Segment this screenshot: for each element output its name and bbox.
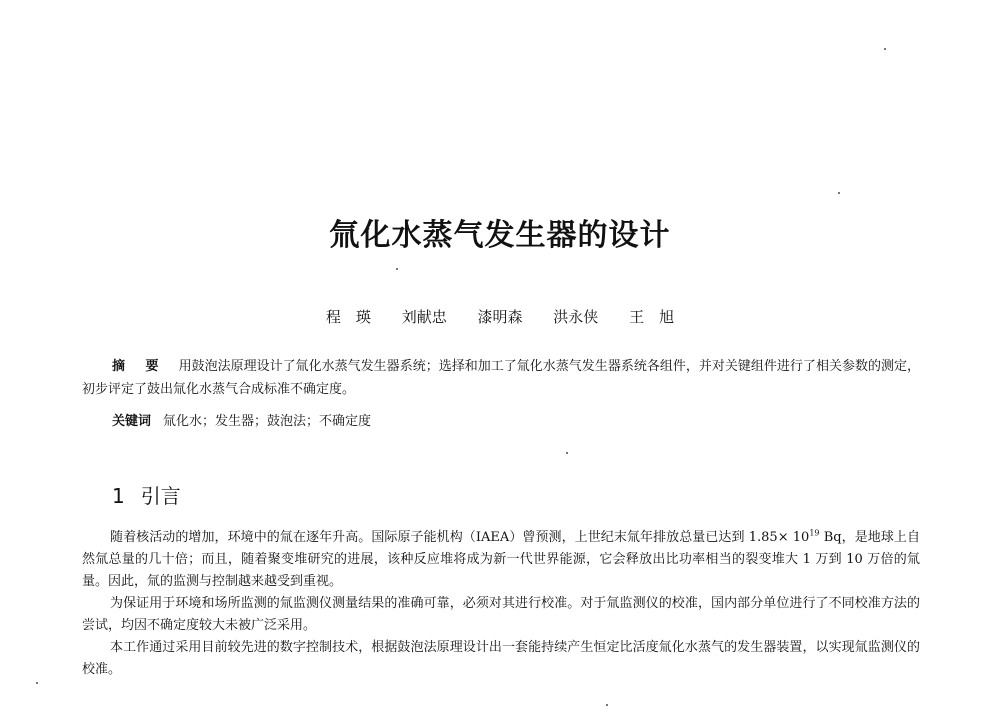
author-name: 漆明森 bbox=[477, 308, 523, 326]
author-name: 刘献忠 bbox=[401, 308, 447, 326]
paragraph bbox=[82, 527, 920, 593]
section-heading bbox=[112, 480, 181, 509]
keywords-label: 关键词 bbox=[112, 414, 152, 429]
scan-speck bbox=[884, 48, 886, 50]
scan-speck bbox=[566, 452, 568, 454]
section-title: 引言 bbox=[140, 484, 181, 508]
scan-speck bbox=[396, 268, 398, 270]
keywords bbox=[112, 410, 371, 429]
abstract-text: 用鼓泡法原理设计了氚化水蒸气发生器系统；选择和加工了氚化水蒸气发生器系统各组件，并对关键组件进行了相关参数的测定，初步评定了鼓出氚化水蒸气合成标准不确定度。 bbox=[82, 359, 920, 397]
abstract bbox=[82, 355, 920, 401]
section-number: 1 bbox=[112, 484, 125, 508]
paragraph: 本工作通过采用目前较先进的数字控制技术，根据鼓泡法原理设计出一套能持续产生恒定比活度氚化水蒸气的发生器装置，以实现氚监测仪的校准。 bbox=[82, 640, 920, 677]
author-name: 程 瑛 bbox=[325, 308, 371, 326]
body-text bbox=[82, 527, 920, 681]
scan-speck bbox=[838, 192, 840, 194]
abstract-label: 摘 要 bbox=[112, 359, 167, 374]
keywords-text: 氚化水；发生器；鼓泡法；不确定度 bbox=[163, 414, 372, 429]
author-list bbox=[0, 306, 1000, 327]
author-name: 洪永侠 bbox=[553, 308, 599, 326]
paragraph-text: Bq，是地球上自然氚总量的几十倍；而且，随着聚变堆研究的进展，该种反应堆将成为新一代世界能源，它会释放出比功率相当的裂变堆大 1 万到 10 万倍的氚量。因此，氚的监测与控制越来越受到重视。 bbox=[82, 530, 920, 589]
paper-title: 氚化水蒸气发生器的设计 bbox=[329, 218, 671, 253]
paragraph: 为保证用于环境和场所监测的氚监测仪测量结果的准确可靠，必须对其进行校准。对于氚监测仪的校准，国内部分单位进行了不同校准方法的尝试，均因不确定度较大未被广泛采用。 bbox=[82, 596, 920, 633]
scan-speck bbox=[36, 682, 38, 684]
superscript-exponent: 19 bbox=[809, 528, 820, 538]
author-name: 王 旭 bbox=[629, 308, 675, 326]
scan-speck bbox=[606, 704, 608, 706]
paragraph-text: 随着核活动的增加，环境中的氚在逐年升高。国际原子能机构（IAEA）曾预测，上世纪末氚年排放总量已达到 1.85× 10 bbox=[110, 530, 810, 545]
